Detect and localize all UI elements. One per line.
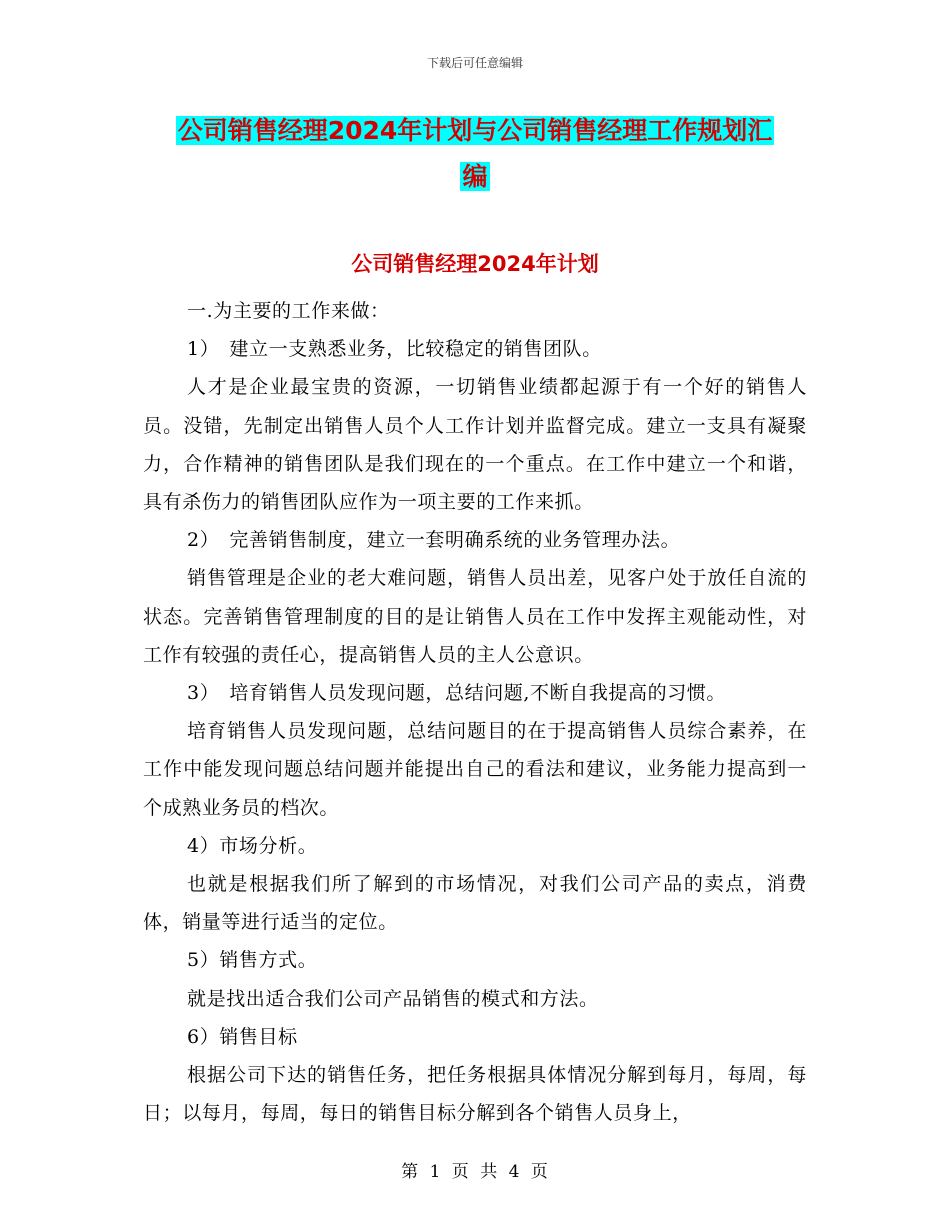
paragraph: 1） 建立一支熟悉业务，比较稳定的销售团队。 [187,338,602,361]
footer-total-unit: 页 [530,1162,549,1182]
footer-total-label: 共 [480,1162,499,1182]
paragraph: 销售管理是企业的老大难问题，销售人员出差，见客户处于放任自流的状态。完善销售管理制度的目的是让销售人员在工作中发挥主观能动性，对工作有较强的责任心，提高销售人员的主人公意识。 [143,567,807,666]
paragraph: 2） 完善销售制度，建立一套明确系统的业务管理办法。 [187,529,681,552]
paragraph: 就是找出适合我们公司产品销售的模式和方法。 [187,987,599,1010]
paragraph: 人才是企业最宝贵的资源，一切销售业绩都起源于有一个好的销售人员。没错，先制定出销售人员个人工作计划并监督完成。建立一支具有凝聚力，合作精神的销售团队是我们现在的一个重点。在工作中建立一个和谐，具有杀伤力的销售团队应作为一项主要的工作来抓。 [143,376,807,514]
header-note: 下载后可任意编辑 [426,56,523,70]
paragraph: 根据公司下达的销售任务，把任务根据具体情况分解到每月，每周，每日；以每月，每周，每日的销售目标分解到各个销售人员身上， [143,1064,807,1125]
document-title-line-1: 公司销售经理2024年计划与公司销售经理工作规划汇 [177,116,773,145]
paragraph: 3） 培育销售人员发现问题，总结问题,不断自我提高的习惯。 [187,682,727,705]
paragraph: 也就是根据我们所了解到的市场情况，对我们公司产品的卖点，消费体，销量等进行适当的定位。 [143,873,807,934]
page-footer [0,1157,950,1182]
paragraph: 5）销售方式。 [187,949,318,972]
paragraph: 一.为主要的工作来做： [187,300,390,322]
document-title [0,112,950,196]
footer-total-pages: 4 [508,1162,521,1182]
document-title-line-2: 编 [462,162,488,191]
body-text [143,292,807,1132]
paragraph: 6）销售目标 [187,1025,298,1048]
paragraph: 4）市场分析。 [187,834,318,857]
section-title: 公司销售经理2024年计划 [351,252,599,276]
footer-page-number: 1 [429,1162,442,1182]
footer-page-unit: 页 [451,1162,470,1182]
paragraph: 培育销售人员发现问题，总结问题目的在于提高销售人员综合素养，在工作中能发现问题总结问题并能提出自己的看法和建议，业务能力提高到一个成熟业务员的档次。 [143,720,807,819]
footer-page-label: 第 [401,1162,420,1182]
